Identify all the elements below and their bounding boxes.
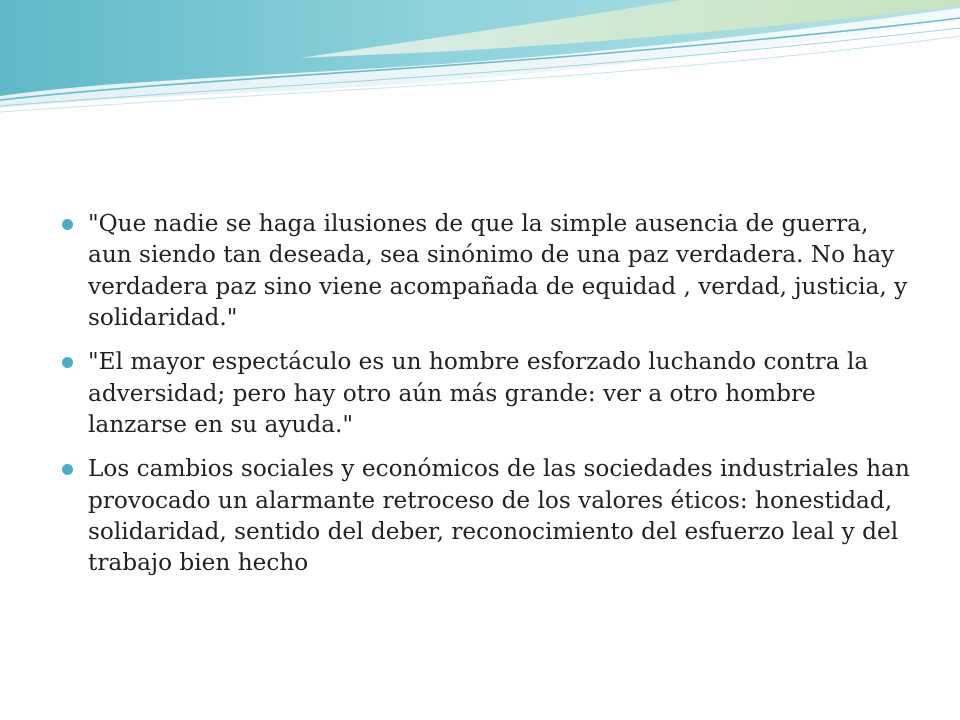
bullet-item-adversity-quote [62,346,912,440]
bullet-text: "El mayor espectáculo es un hombre esforzado luchando contra la adversidad; pero hay otro aún más grande: ver a otro hombre lanzarse en su ayuda." [88,348,869,438]
bullet-text: "Que nadie se haga ilusiones de que la simple ausencia de guerra, aun siendo tan deseada, sea sinónimo de una paz verdadera. No hay verdadera paz sino viene acompañada de equidad , verdad, justicia, y solidaridad." [88,210,908,331]
bullet-item-social-changes [62,453,912,578]
bullet-text: Los cambios sociales y económicos de las sociedades industriales han provocado un alarmante retroceso de los valores éticos: honestidad, solidaridad, sentido del deber, reconocimiento del esfuerzo leal y del trabajo bien hecho [88,455,910,577]
bullet-dot-icon [62,464,73,475]
header-wave-decoration [0,0,960,130]
bullet-item-peace-quote [62,208,912,333]
bullet-dot-icon [62,357,73,368]
bullet-dot-icon [62,219,73,230]
bullet-list [62,208,912,591]
